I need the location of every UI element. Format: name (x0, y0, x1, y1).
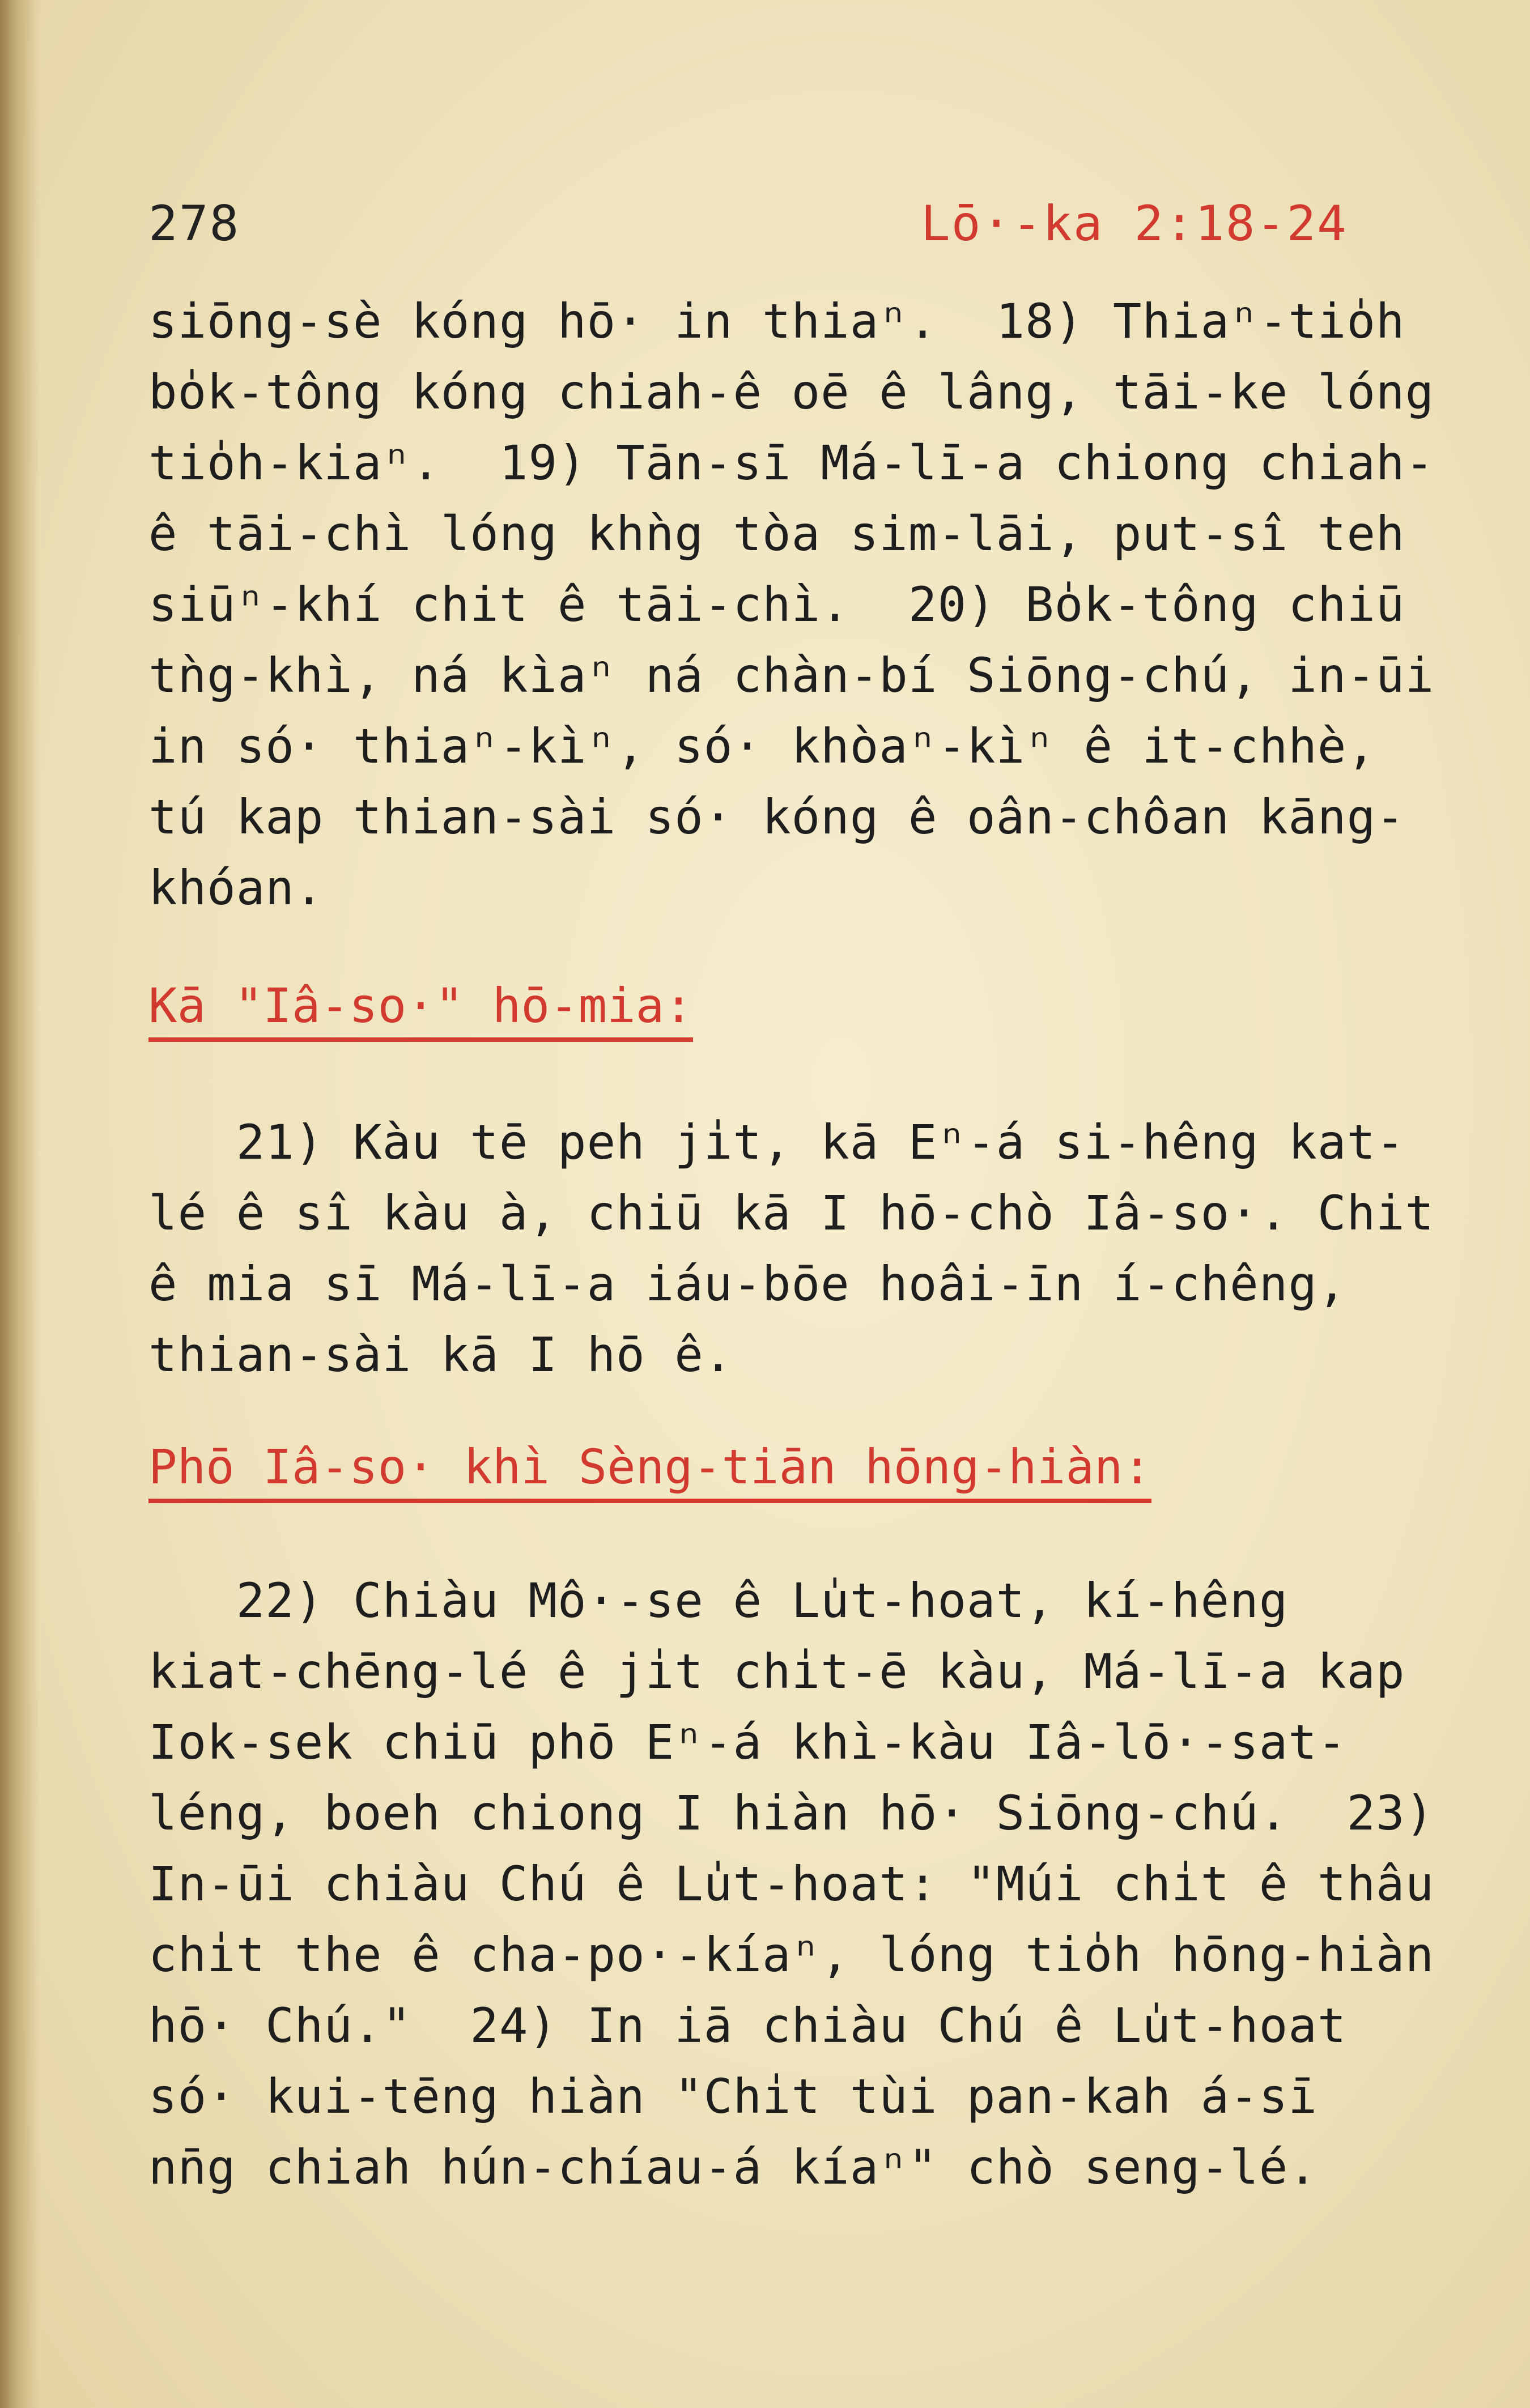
text-line: ê tāi-chì lóng khǹg tòa sim-lāi, put-sî teh (148, 506, 1405, 561)
text-line: in só· thiaⁿ-kìⁿ, só· khòaⁿ-kìⁿ ê it-chhè, (148, 718, 1376, 774)
section-heading-presentation: Phō Iâ-so· khì Sèng-tiān hōng-hiàn: (148, 1439, 1151, 1503)
page-edge-shadow (0, 0, 40, 2408)
text-line: kiat-chēng-lé ê ji̍t chi̍t-ē kàu, Má-lī-a kap (148, 1644, 1405, 1699)
text-line: 21) Kàu tē peh ji̍t, kā Eⁿ-á si-hêng kat- (148, 1114, 1405, 1170)
text-line: lé ê sî kàu à, chiū kā I hō-chò Iâ-so·. Chit (148, 1185, 1435, 1241)
text-line: bo̍k-tông kóng chiah-ê oē ê lâng, tāi-ke lóng (148, 364, 1435, 420)
passage-block-2 (148, 1107, 1435, 1390)
text-line: tú kap thian-sài só· kóng ê oân-chôan kāng- (148, 789, 1405, 845)
text-line: thian-sài kā I hō ê. (148, 1327, 733, 1382)
text-line: siūⁿ-khí chit ê tāi-chì. 20) Bo̍k-tông chiū (148, 577, 1405, 632)
passage-block-1 (148, 286, 1435, 924)
text-line: léng, boeh chiong I hiàn hō· Siōng-chú. 23) (148, 1785, 1435, 1841)
running-header-reference: Lō·-ka 2:18-24 (921, 195, 1348, 252)
section-heading-naming: Kā "Iâ-so·" hō-mia: (148, 977, 693, 1042)
page-body (148, 286, 1435, 2203)
passage-block-3 (148, 1565, 1435, 2203)
text-line: tǹg-khì, ná kìaⁿ ná chàn-bí Siōng-chú, in-ūi (148, 648, 1435, 703)
text-line: tio̍h-kiaⁿ. 19) Tān-sī Má-lī-a chiong chiah- (148, 435, 1435, 491)
text-line: ê mia sī Má-lī-a iáu-bōe hoâi-īn í-chêng, (148, 1256, 1347, 1312)
text-line: chi̍t the ê cha-po·-kíaⁿ, lóng tio̍h hōng-hiàn (148, 1927, 1435, 1982)
text-line: siōng-sè kóng hō· in thiaⁿ. 18) Thiaⁿ-tio̍h (148, 293, 1405, 349)
text-line: hō· Chú." 24) In iā chiàu Chú ê Lu̍t-hoat (148, 1998, 1347, 2053)
text-line: só· kui-tēng hiàn "Chi̍t tùi pan-kah á-sī (148, 2069, 1318, 2124)
text-line: 22) Chiàu Mô·-se ê Lu̍t-hoat, kí-hêng (148, 1573, 1289, 1628)
page-number: 278 (148, 195, 240, 252)
text-line: khóan. (148, 860, 324, 916)
text-line: In-ūi chiàu Chú ê Lu̍t-hoat: "Múi chi̍t ê thâu (148, 1856, 1435, 1912)
text-line: nn̄g chiah hún-chíau-á kíaⁿ" chò seng-lé. (148, 2139, 1318, 2195)
text-line: Iok-sek chiū phō Eⁿ-á khì-kàu Iâ-lō·-sat- (148, 1714, 1347, 1770)
